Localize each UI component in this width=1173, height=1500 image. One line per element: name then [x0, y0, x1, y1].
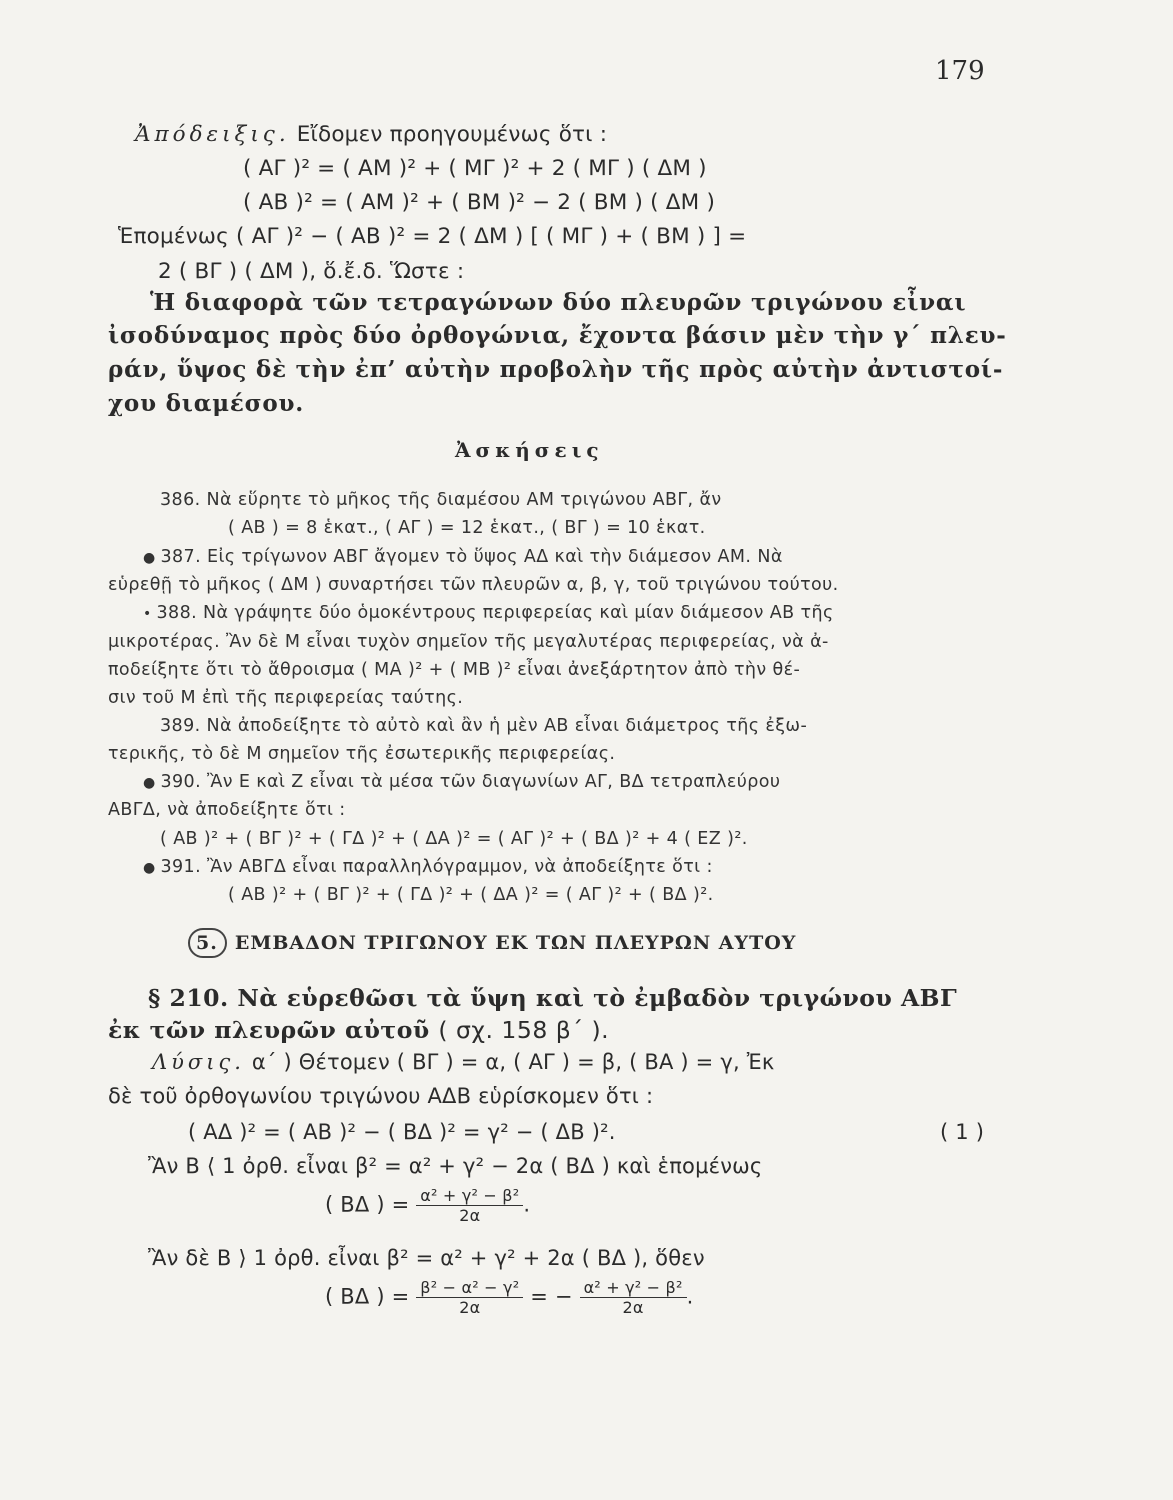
solution-label: Λύσις. — [152, 1050, 245, 1074]
fraction-line-2 — [325, 1278, 693, 1317]
proof-label: Ἀπόδειξις. — [135, 122, 290, 147]
proof-equation-1: ( ΑΓ )² = ( ΑΜ )² + ( ΜΓ )² + 2 ( ΜΓ ) ( ΔΜ ) — [243, 156, 707, 181]
fraction-3-numerator: α² + γ² − β² — [580, 1278, 687, 1298]
exercise-390-line-3: ( ΑΒ )² + ( ΒΓ )² + ( ΓΔ )² + ( ΔΑ )² = ( ΑΓ )² + ( ΒΔ )² + 4 ( ΕΖ )². — [160, 829, 748, 849]
proof-intro: Εἴδομεν προηγουμένως ὅτι : — [296, 122, 608, 147]
exercise-388-line-3: ποδείξητε ὅτι τὸ ἄθροισμα ( ΜΑ )² + ( ΜΒ )² εἶναι ἀνεξάρτητον ἀπὸ τὴν θέ- — [108, 660, 801, 680]
exercise-390-text: 390. Ἂν Ε καὶ Ζ εἶναι τὰ μέσα τῶν διαγωνίων ΑΓ, ΒΔ τετραπλεύρου — [160, 772, 781, 792]
fraction-2-end: . — [686, 1284, 694, 1309]
solution-line-3: Ἂν Β ⟨ 1 ὀρθ. εἶναι β² = α² + γ² − 2α ( ΒΔ ) καὶ ἑπομένως — [148, 1154, 763, 1178]
fraction-2 — [416, 1278, 523, 1317]
theorem-line-2: ἰσοδύναμος πρὸς δύο ὀρθογώνια, ἔχοντα βάσιν μὲν τὴν γ΄ πλευ- — [108, 322, 1007, 349]
paragraph-210-line-2 — [108, 1016, 609, 1044]
theorem-line-3: ράν, ὕψος δὲ τὴν ἐπ’ αὐτὴν προβολὴν τῆς πρὸς αὐτὴν ἀντιστοί- — [108, 356, 1004, 383]
proof-intro-line — [135, 122, 607, 147]
paragraph-210-line-1: § 210. Νὰ εὑρεθῶσι τὰ ὕψη καὶ τὸ ἐμβαδὸν τριγώνου ΑΒΓ — [148, 984, 958, 1012]
fraction-2-middle: = − — [530, 1284, 573, 1309]
solution-equation-1: ( ΑΔ )² = ( ΑΒ )² − ( ΒΔ )² = γ² − ( ΔΒ )². — [188, 1120, 616, 1144]
section-number: 5. — [188, 928, 227, 958]
fraction-2-denominator: 2α — [459, 1298, 481, 1317]
exercises-heading: Ἀσκήσεις — [455, 438, 604, 462]
solution-line-2: δὲ τοῦ ὀρθογωνίου τριγώνου ΑΔΒ εὑρίσκομεν ὅτι : — [108, 1084, 654, 1108]
fraction-2-numerator: β² − α² − γ² — [416, 1278, 523, 1298]
solution-text-1: α΄ ) Θέτομεν ( ΒΓ ) = α, ( ΑΓ ) = β, ( ΒΑ ) = γ, Ἐκ — [251, 1050, 775, 1074]
solution-line-4: Ἂν δὲ Β ⟩ 1 ὀρθ. εἶναι β² = α² + γ² + 2α ( ΒΔ ), ὅθεν — [148, 1246, 705, 1270]
page-number: 179 — [935, 56, 985, 86]
equation-tag-1: ( 1 ) — [940, 1120, 985, 1144]
exercise-388-text: 388. Νὰ γράψητε δύο ὁμοκέντρους περιφερείας καὶ μίαν διάμεσον ΑΒ τῆς — [156, 603, 834, 623]
fraction-line-1 — [325, 1186, 530, 1225]
exercise-387-text: 387. Εἰς τρίγωνον ΑΒΓ ἄγομεν τὸ ὕψος ΑΔ καὶ τὴν διάμεσον ΑΜ. Νὰ — [160, 547, 783, 567]
proof-equation-3: Ἑπομένως ( ΑΓ )² − ( ΑΒ )² = 2 ( ΔΜ ) [ ( ΜΓ ) + ( ΒΜ ) ] = — [118, 224, 747, 249]
proof-equation-4: 2 ( ΒΓ ) ( ΔΜ ), ὅ.ἔ.δ. Ὥστε : — [158, 259, 465, 284]
fraction-1-denominator: 2α — [459, 1206, 481, 1225]
exercise-389-line-1: 389. Νὰ ἀποδείξητε τὸ αὐτὸ καὶ ἂν ἡ μὲν ΑΒ εἶναι διάμετρος τῆς ἐξω- — [160, 716, 808, 736]
exercise-386-line-2: ( ΑΒ ) = 8 ἑκατ., ( ΑΓ ) = 12 ἑκατ., ( ΒΓ ) = 10 ἑκατ. — [228, 518, 706, 538]
fraction-3 — [580, 1278, 687, 1317]
paragraph-210-text: ἐκ τῶν πλευρῶν αὐτοῦ — [108, 1016, 430, 1044]
fraction-2-lhs: ( ΒΔ ) = — [325, 1284, 410, 1309]
exercise-389-line-2: τερικῆς, τὸ δὲ Μ σημεῖον τῆς ἐσωτερικῆς περιφερείας. — [108, 744, 616, 764]
proof-equation-2: ( ΑΒ )² = ( ΑΜ )² + ( ΒΜ )² − 2 ( ΒΜ ) ( ΔΜ ) — [243, 190, 716, 215]
figure-reference: ( σχ. 158 β΄ ). — [438, 1016, 610, 1044]
exercise-387-line-2: εὑρεθῇ τὸ μῆκος ( ΔΜ ) συναρτήσει τῶν πλευρῶν α, β, γ, τοῦ τριγώνου τούτου. — [108, 575, 839, 595]
exercise-391-text: 391. Ἂν ΑΒΓΔ εἶναι παραλληλόγραμμον, νὰ ἀποδείξητε ὅτι : — [160, 857, 713, 877]
fraction-1 — [416, 1186, 523, 1225]
exercise-391-line-2: ( ΑΒ )² + ( ΒΓ )² + ( ΓΔ )² + ( ΔΑ )² = ( ΑΓ )² + ( ΒΔ )². — [228, 885, 714, 905]
exercise-386-line-1: 386. Νὰ εὕρητε τὸ μῆκος τῆς διαμέσου ΑΜ τριγώνου ΑΒΓ, ἄν — [160, 490, 722, 510]
solution-line-1 — [152, 1050, 774, 1074]
section-heading — [188, 928, 796, 958]
exercise-391-line-1: ● 391. Ἂν ΑΒΓΔ εἶναι παραλληλόγραμμον, νὰ ἀποδείξητε ὅτι : — [143, 857, 713, 877]
exercise-388-line-2: μικροτέρας. Ἂν δὲ Μ εἶναι τυχὸν σημεῖον τῆς μεγαλυτέρας περιφερείας, νὰ ἀ- — [108, 632, 829, 652]
exercise-388-line-4: σιν τοῦ Μ ἐπὶ τῆς περιφερείας ταύτης. — [108, 688, 464, 708]
fraction-1-end: . — [523, 1192, 531, 1217]
fraction-1-numerator: α² + γ² − β² — [416, 1186, 523, 1206]
fraction-3-denominator: 2α — [622, 1298, 644, 1317]
exercise-390-line-1: ● 390. Ἂν Ε καὶ Ζ εἶναι τὰ μέσα τῶν διαγωνίων ΑΓ, ΒΔ τετραπλεύρου — [143, 772, 781, 792]
section-title: ΕΜΒΑΔΟΝ ΤΡΙΓΩΝΟΥ ΕΚ ΤΩΝ ΠΛΕΥΡΩΝ ΑΥΤΟΥ — [234, 932, 797, 954]
exercise-390-line-2: ΑΒΓΔ, νὰ ἀποδείξητε ὅτι : — [108, 800, 346, 820]
theorem-line-4: χου διαμέσου. — [108, 390, 305, 417]
exercise-388-line-1: • 388. Νὰ γράψητε δύο ὁμοκέντρους περιφερείας καὶ μίαν διάμεσον ΑΒ τῆς — [143, 603, 834, 623]
exercise-387-line-1: ● 387. Εἰς τρίγωνον ΑΒΓ ἄγομεν τὸ ὕψος ΑΔ καὶ τὴν διάμεσον ΑΜ. Νὰ — [143, 547, 783, 567]
fraction-1-lhs: ( ΒΔ ) = — [325, 1192, 410, 1217]
theorem-line-1: Ἡ διαφορὰ τῶν τετραγώνων δύο πλευρῶν τριγώνου εἶναι — [150, 289, 967, 316]
